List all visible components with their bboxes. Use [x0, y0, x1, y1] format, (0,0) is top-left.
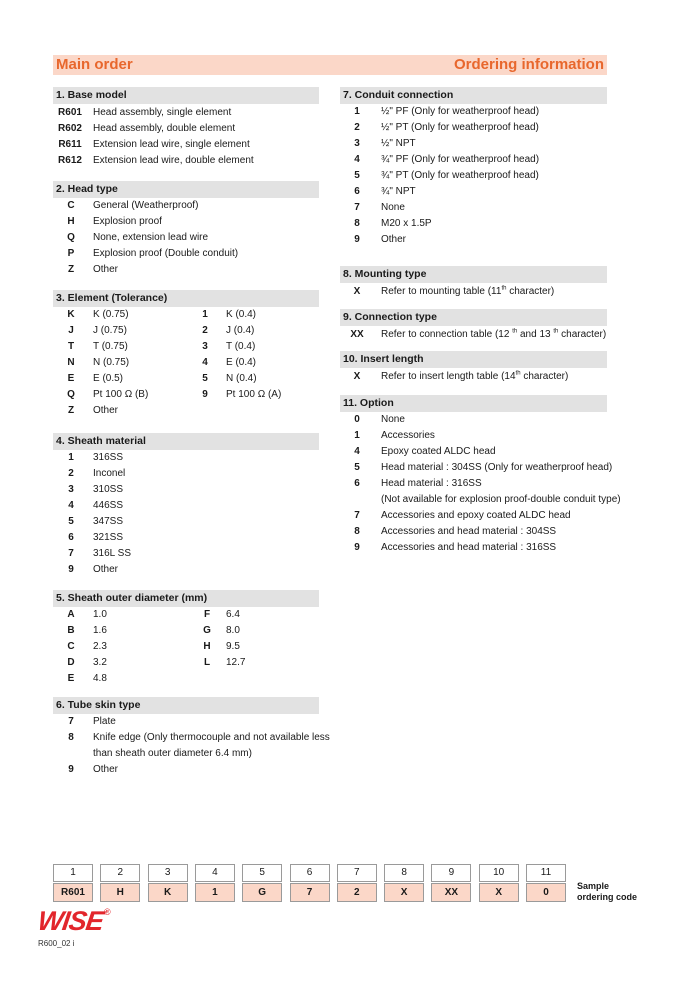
section-tube-skin	[53, 697, 330, 778]
option-code: L	[203, 657, 211, 668]
option-code: 3	[202, 341, 208, 352]
title-banner	[53, 55, 607, 75]
list-item	[53, 198, 319, 214]
list-item	[53, 121, 319, 137]
option-description: Head assembly, single element	[93, 107, 232, 118]
option-description: Other	[93, 564, 119, 575]
option-description: Accessories and head material : 304SS	[381, 526, 557, 537]
option-description: 3.2	[93, 657, 107, 668]
option-description: 316SS	[93, 452, 124, 463]
list-item	[53, 105, 319, 121]
option-code: X	[353, 371, 361, 382]
list-item	[53, 498, 319, 514]
position-number: 11	[526, 864, 566, 882]
option-description: 9.5	[226, 641, 240, 652]
list-item	[193, 607, 319, 623]
list-item	[53, 746, 319, 762]
position-number: 7	[337, 864, 377, 882]
list-item	[340, 216, 607, 232]
option-code: R601	[58, 107, 82, 118]
option-code: J	[68, 325, 74, 336]
position-value: 0	[526, 883, 566, 902]
option-code: R602	[58, 123, 82, 134]
position-number: 6	[290, 864, 330, 882]
option-description: K (0.4)	[226, 309, 257, 320]
option-code: 4	[68, 500, 74, 511]
option-description: E (0.5)	[93, 373, 124, 384]
option-description: ¾" PF (Only for weatherproof head)	[381, 154, 540, 165]
list-item	[53, 230, 319, 246]
option-code: 1	[354, 430, 360, 441]
option-code: E	[67, 673, 75, 684]
position-value: 2	[337, 883, 377, 902]
section-head-type	[53, 181, 319, 278]
option-code: 0	[354, 414, 360, 425]
ordering-information-title: Ordering information	[454, 56, 604, 73]
option-description: Refer to mounting table (11th character)	[381, 285, 555, 297]
document-number: R600_02 i	[38, 939, 75, 948]
list-item	[193, 639, 319, 655]
option-code: F	[203, 609, 211, 620]
main-order-title: Main order	[56, 56, 133, 73]
option-description: Pt 100 Ω (B)	[93, 389, 149, 400]
list-item	[193, 387, 319, 403]
list-item	[193, 339, 319, 355]
wise-logo: WISE	[35, 906, 106, 936]
option-code: 9	[68, 764, 74, 775]
position-value: H	[100, 883, 140, 902]
position-value: 1	[195, 883, 235, 902]
option-code: N	[67, 357, 75, 368]
list-item	[53, 623, 193, 639]
position-value: K	[148, 883, 188, 902]
option-description: Epoxy coated ALDC head	[381, 446, 496, 457]
list-item	[340, 284, 607, 300]
list-item	[193, 655, 319, 671]
list-item	[53, 403, 193, 419]
list-item	[340, 104, 607, 120]
option-code: 7	[68, 716, 74, 727]
sample-label: Sample ordering code	[577, 881, 638, 902]
list-item	[340, 412, 607, 428]
section-title: 4. Sheath material	[53, 433, 319, 450]
option-description: Other	[93, 405, 119, 416]
option-description: K (0.75)	[93, 309, 129, 320]
option-description: ¾" PT (Only for weatherproof head)	[381, 170, 539, 181]
option-description: N (0.4)	[226, 373, 257, 384]
list-item	[340, 524, 607, 540]
list-item	[340, 200, 607, 216]
position-number: 3	[148, 864, 188, 882]
option-description: Accessories and head material : 316SS	[381, 542, 557, 553]
list-item	[340, 444, 607, 460]
option-description: 6.4	[226, 609, 240, 620]
option-code: 7	[68, 548, 74, 559]
option-description: Explosion proof (Double conduit)	[93, 248, 239, 259]
option-description: None	[381, 202, 405, 213]
option-description: T (0.75)	[93, 341, 128, 352]
section-title: 8. Mounting type	[340, 266, 607, 283]
option-code: C	[67, 641, 75, 652]
option-code: 2	[354, 122, 360, 133]
option-code: 5	[202, 373, 208, 384]
position-number: 8	[384, 864, 424, 882]
option-description: Extension lead wire, single element	[93, 139, 250, 150]
option-description: Accessories	[381, 430, 435, 441]
option-description: than sheath outer diameter 6.4 mm)	[93, 748, 252, 759]
option-code: 2	[202, 325, 208, 336]
option-description: Other	[93, 264, 119, 275]
list-item	[340, 168, 607, 184]
option-description: J (0.4)	[226, 325, 255, 336]
list-item	[53, 546, 319, 562]
list-item	[53, 450, 319, 466]
section-insert-length	[340, 351, 607, 385]
option-code: 9	[68, 564, 74, 575]
option-code: H	[67, 216, 75, 227]
option-code: X	[353, 286, 361, 297]
option-description: Other	[93, 764, 119, 775]
option-code: 7	[354, 510, 360, 521]
option-code: 4	[354, 154, 360, 165]
position-value: XX	[431, 883, 471, 902]
list-item	[53, 323, 193, 339]
list-item	[340, 508, 607, 524]
section-title: 7. Conduit connection	[340, 87, 607, 104]
option-description: 1.0	[93, 609, 107, 620]
option-code: 3	[68, 484, 74, 495]
list-item	[53, 607, 193, 623]
position-value: X	[384, 883, 424, 902]
option-code: 6	[354, 478, 360, 489]
list-item	[53, 339, 193, 355]
option-code: Q	[67, 389, 75, 400]
option-description: E (0.4)	[226, 357, 257, 368]
list-item	[53, 730, 330, 746]
list-item	[53, 262, 319, 278]
option-description: ½" PT (Only for weatherproof head)	[381, 122, 539, 133]
option-code: 5	[68, 516, 74, 527]
option-code: 8	[354, 526, 360, 537]
option-description: Knife edge (Only thermocouple and not available less	[93, 732, 330, 743]
option-description: Accessories and epoxy coated ALDC head	[381, 510, 571, 521]
section-sheath-diameter	[53, 590, 319, 684]
position-number: 1	[53, 864, 93, 882]
list-item	[53, 307, 193, 323]
option-code: 1	[68, 452, 74, 463]
list-item	[53, 387, 193, 403]
section-title: 1. Base model	[53, 87, 319, 104]
option-code: P	[67, 248, 75, 259]
list-item	[340, 492, 621, 508]
option-code: 1	[202, 309, 208, 320]
option-code: 9	[202, 389, 208, 400]
option-description: ½" PF (Only for weatherproof head)	[381, 106, 540, 117]
section-title: 2. Head type	[53, 181, 319, 198]
option-code: D	[67, 657, 75, 668]
option-description: Explosion proof	[93, 216, 162, 227]
list-item	[340, 152, 607, 168]
option-code: R611	[58, 139, 82, 150]
list-item	[193, 307, 319, 323]
option-code: A	[67, 609, 75, 620]
option-description: N (0.75)	[93, 357, 130, 368]
list-item	[53, 562, 319, 578]
option-description: Pt 100 Ω (A)	[226, 389, 282, 400]
list-item	[53, 153, 319, 169]
option-description: Other	[381, 234, 407, 245]
option-description: General (Weatherproof)	[93, 200, 199, 211]
option-description: M20 x 1.5P	[381, 218, 432, 229]
list-item	[53, 762, 319, 778]
option-description: 8.0	[226, 625, 240, 636]
option-code: 7	[354, 202, 360, 213]
list-item	[340, 369, 607, 385]
option-description: 446SS	[93, 500, 124, 511]
section-element	[53, 290, 319, 416]
option-description: ½" NPT	[381, 138, 416, 149]
option-code: Z	[67, 264, 75, 275]
section-base-model	[53, 87, 319, 169]
list-item	[340, 232, 607, 248]
list-item	[53, 371, 193, 387]
list-item	[193, 623, 319, 639]
list-item	[340, 428, 607, 444]
option-code: T	[67, 341, 75, 352]
option-description: Head material : 316SS	[381, 478, 482, 489]
option-description: 1.6	[93, 625, 107, 636]
position-value: R601	[53, 883, 93, 902]
option-code: 9	[354, 234, 360, 245]
list-item	[53, 639, 193, 655]
option-description: J (0.75)	[93, 325, 127, 336]
option-description: T (0.4)	[226, 341, 256, 352]
section-title: 11. Option	[340, 395, 607, 412]
option-description: Extension lead wire, double element	[93, 155, 254, 166]
option-description: 347SS	[93, 516, 124, 527]
list-item	[340, 327, 607, 343]
option-description: 4.8	[93, 673, 107, 684]
list-item	[340, 476, 607, 492]
section-title: 10. Insert length	[340, 351, 607, 368]
section-option	[340, 395, 621, 556]
option-description: 316L SS	[93, 548, 131, 559]
option-description: (Not available for explosion proof-double conduit type)	[381, 494, 621, 505]
position-number: 5	[242, 864, 282, 882]
option-description: 310SS	[93, 484, 124, 495]
option-description: None	[381, 414, 405, 425]
position-value: X	[479, 883, 519, 902]
option-description: Refer to insert length table (14th character)	[381, 370, 569, 382]
option-description: Head material : 304SS (Only for weatherproof head)	[381, 462, 613, 473]
option-code: 5	[354, 170, 360, 181]
option-code: Q	[67, 232, 75, 243]
list-item	[53, 482, 319, 498]
option-code: 2	[68, 468, 74, 479]
position-value: 7	[290, 883, 330, 902]
list-item	[193, 371, 319, 387]
option-code: 3	[354, 138, 360, 149]
position-number: 10	[479, 864, 519, 882]
position-number: 4	[195, 864, 235, 882]
option-code: C	[67, 200, 75, 211]
registered-mark: ®	[104, 907, 111, 917]
section-title: 9. Connection type	[340, 309, 607, 326]
option-description: Inconel	[93, 468, 126, 479]
option-code: K	[67, 309, 75, 320]
list-item	[340, 460, 613, 476]
list-item	[53, 214, 319, 230]
option-code: 5	[354, 462, 360, 473]
position-value: G	[242, 883, 282, 902]
list-item	[53, 137, 319, 153]
position-number: 9	[431, 864, 471, 882]
list-item	[340, 136, 607, 152]
option-code: H	[203, 641, 211, 652]
list-item	[53, 514, 319, 530]
section-title: 6. Tube skin type	[53, 697, 319, 714]
option-code: Z	[67, 405, 75, 416]
option-code: G	[203, 625, 211, 636]
list-item	[53, 466, 319, 482]
option-code: 4	[202, 357, 208, 368]
list-item	[53, 714, 319, 730]
position-number: 2	[100, 864, 140, 882]
option-code: 8	[68, 732, 74, 743]
option-description: ¾" NPT	[381, 186, 416, 197]
option-code: XX	[350, 329, 364, 340]
option-code: 8	[354, 218, 360, 229]
list-item	[193, 323, 319, 339]
option-description: Plate	[93, 716, 116, 727]
option-description: 12.7	[226, 657, 246, 668]
option-code: 6	[68, 532, 74, 543]
section-connection	[340, 309, 607, 343]
list-item	[53, 655, 193, 671]
option-code: 9	[354, 542, 360, 553]
option-description: Head assembly, double element	[93, 123, 236, 134]
list-item	[340, 540, 607, 556]
option-code: E	[67, 373, 75, 384]
section-title: 3. Element (Tolerance)	[53, 290, 319, 307]
option-code: 4	[354, 446, 360, 457]
list-item	[340, 120, 607, 136]
list-item	[193, 355, 319, 371]
section-title: 5. Sheath outer diameter (mm)	[53, 590, 319, 607]
option-code: B	[67, 625, 75, 636]
section-conduit	[340, 87, 607, 248]
section-sheath-material	[53, 433, 319, 578]
option-description: 2.3	[93, 641, 107, 652]
list-item	[53, 671, 193, 687]
option-description: Refer to connection table (12 $^{th}$ and 13 $^{th}$ character)	[381, 328, 607, 340]
option-description: None, extension lead wire	[93, 232, 209, 243]
list-item	[53, 246, 319, 262]
option-description: 321SS	[93, 532, 124, 543]
option-code: 6	[354, 186, 360, 197]
list-item	[340, 184, 607, 200]
list-item	[53, 530, 319, 546]
list-item	[53, 355, 193, 371]
option-code: 1	[354, 106, 360, 117]
option-code: R612	[58, 155, 82, 166]
section-mounting	[340, 266, 607, 300]
